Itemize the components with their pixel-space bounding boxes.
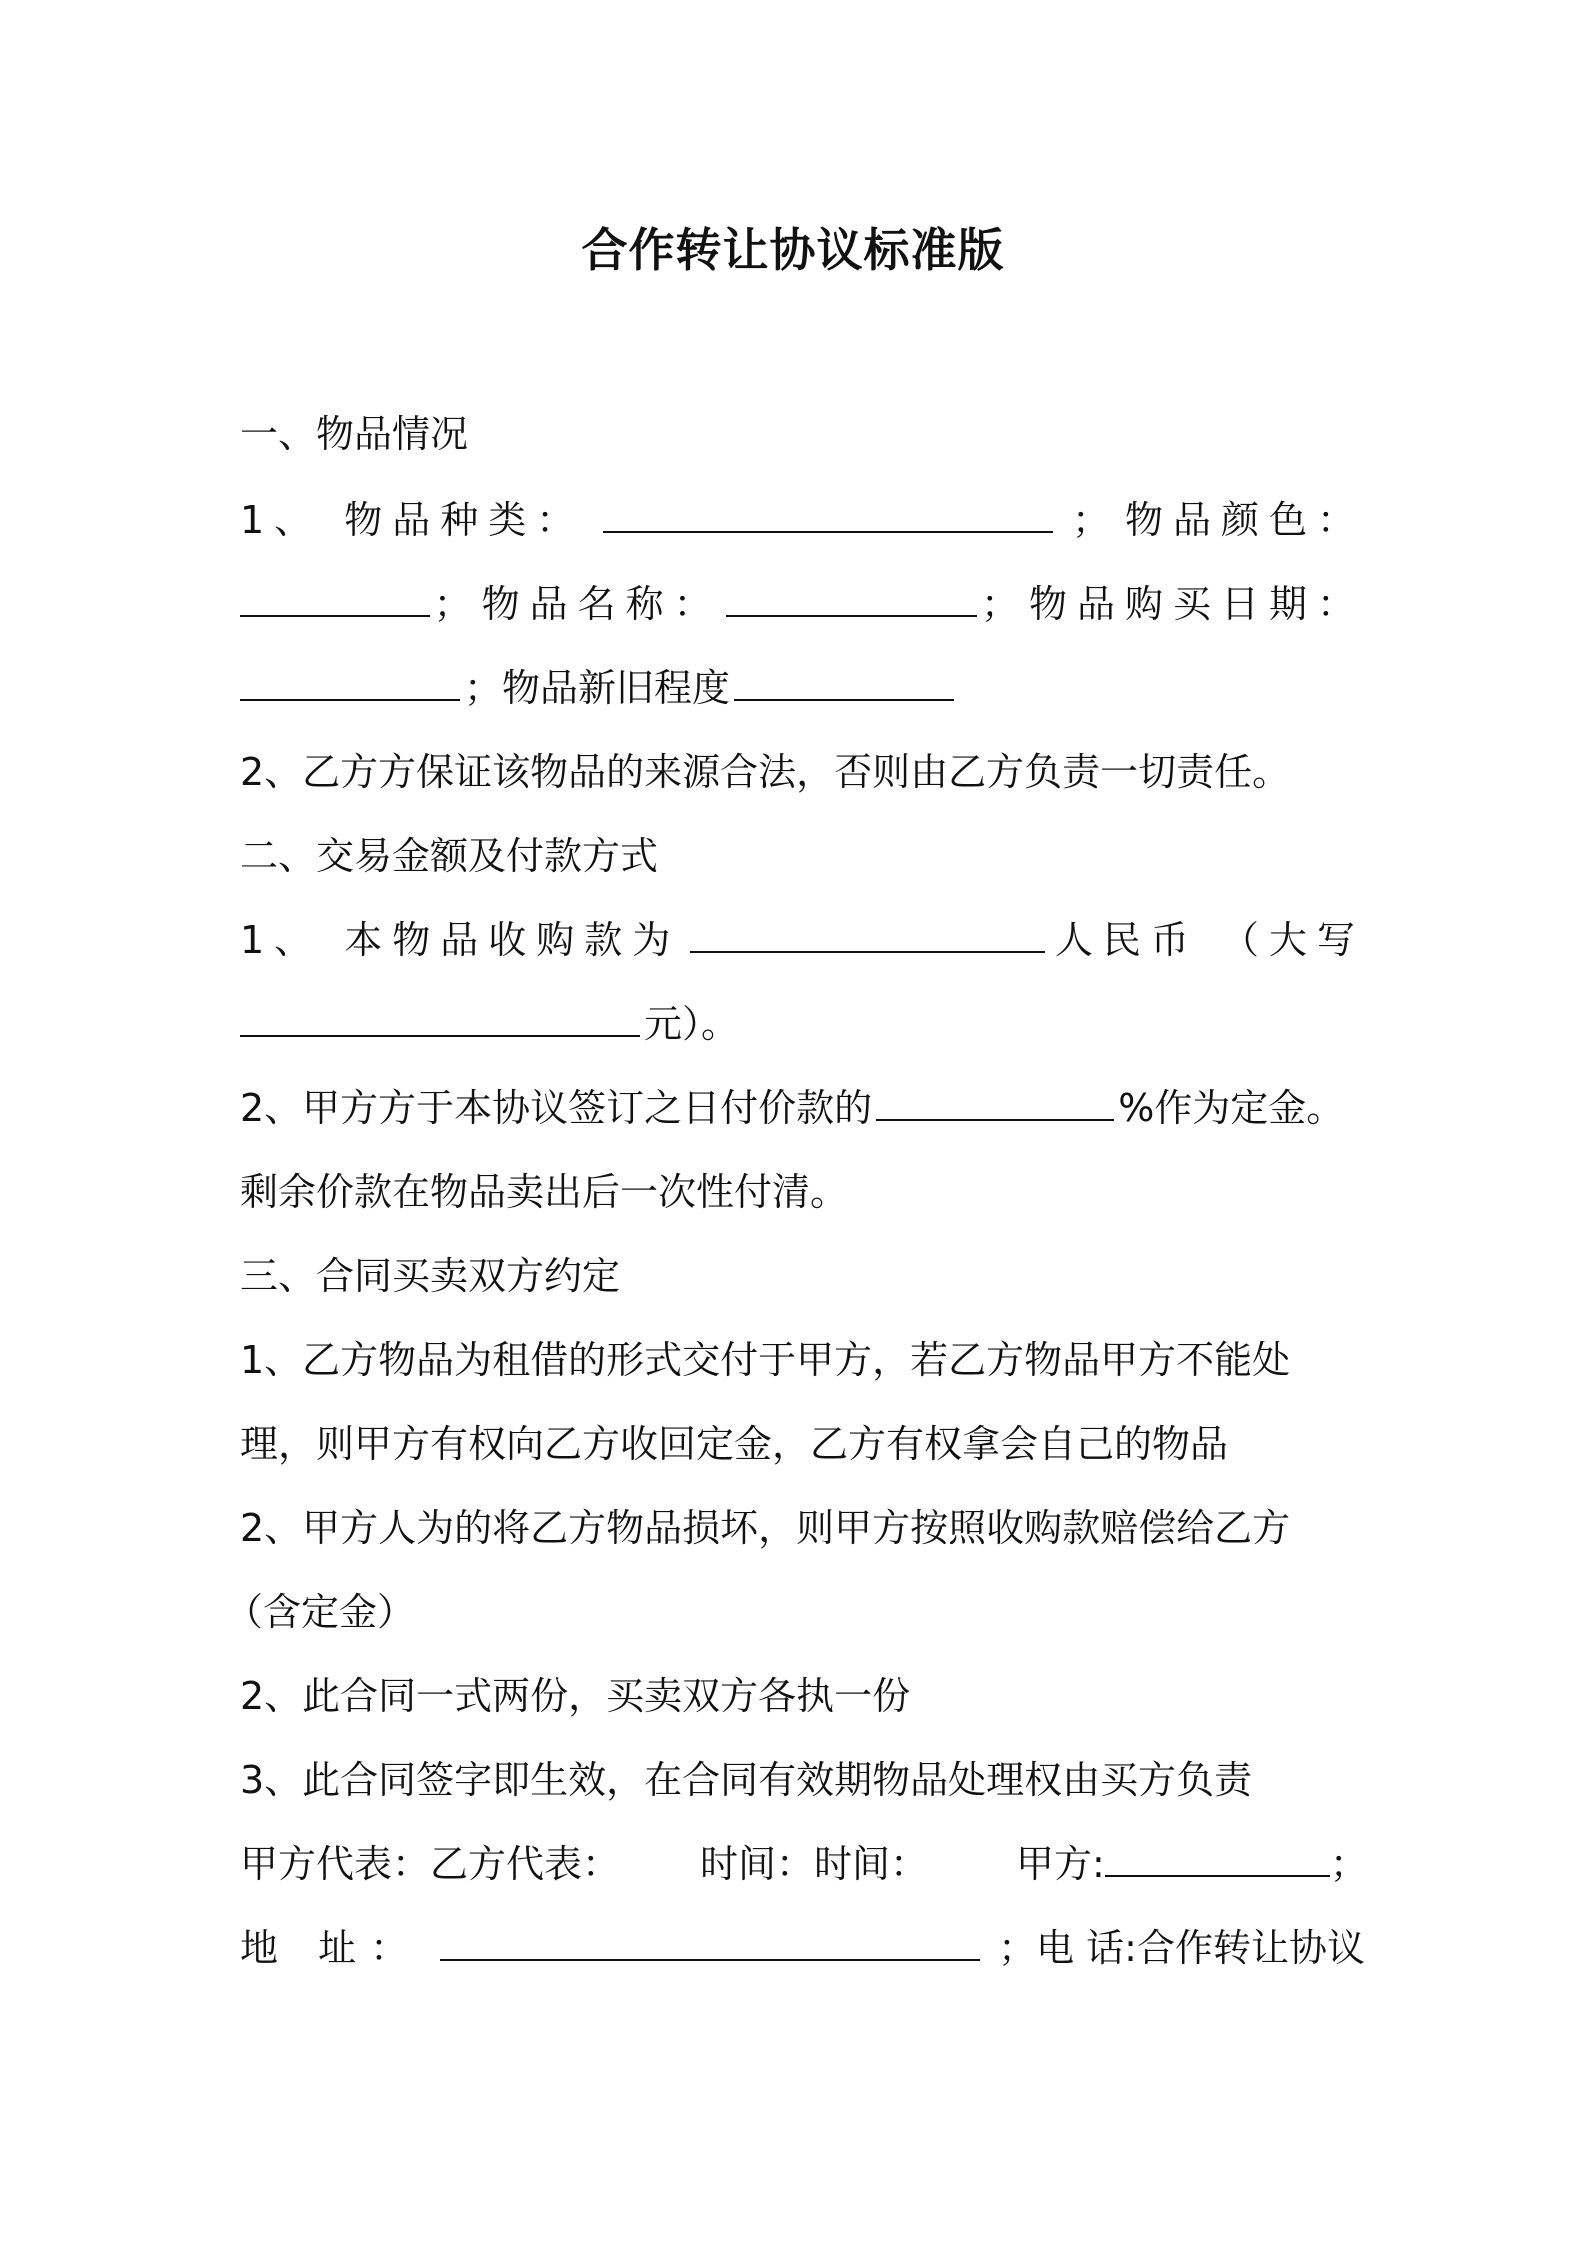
phone-label: ；电 话:合作转让协议 <box>998 1926 1365 1970</box>
item-color-label: 物品颜色： <box>1124 498 1365 542</box>
address-line <box>240 1922 1365 1974</box>
deposit-label: 2、甲方方于本协议签订之日付价款的 <box>240 1086 873 1130</box>
item-type-label: 1、 物品种类： <box>240 498 585 542</box>
uppercase-amount-line <box>240 998 1365 1050</box>
lease-clause-1: 1、乙方物品为租借的形式交付于甲方，若乙方物品甲方不能处 <box>240 1338 1291 1382</box>
price-blank[interactable] <box>690 917 1045 953</box>
price-line <box>240 914 1365 966</box>
condition-label: ；物品新旧程度 <box>464 666 731 710</box>
signature-line <box>240 1838 1368 1890</box>
separator: ； <box>1072 498 1111 542</box>
damage-clause-1: 2、甲方人为的将乙方物品损坏，则甲方按照收购款赔偿给乙方 <box>240 1506 1291 1550</box>
representatives-label: 甲方代表：乙方代表： <box>240 1842 621 1886</box>
effective-clause: 3、此合同签字即生效，在合同有效期物品处理权由买方负责 <box>240 1758 1253 1802</box>
item-name-blank[interactable] <box>726 581 977 617</box>
lease-clause-2: 理，则甲方有权向乙方收回定金，乙方有权拿会自己的物品 <box>240 1422 1229 1466</box>
uppercase-amount-blank[interactable] <box>240 1001 640 1037</box>
deposit-suffix: %作为定金。 <box>1118 1086 1345 1130</box>
item-type-blank[interactable] <box>603 497 1053 533</box>
copies-clause: 2、此合同一式两份，买卖双方各执一份 <box>240 1674 911 1718</box>
item-type-line <box>240 494 1365 546</box>
section-heading-payment: 二、交易金额及付款方式 <box>240 834 659 878</box>
item-color-blank[interactable] <box>240 581 430 617</box>
purchase-date-blank[interactable] <box>240 665 460 701</box>
yuan-label: 元）。 <box>644 1002 740 1046</box>
item-name-line <box>240 578 1365 630</box>
time-label: 时间：时间： <box>700 1842 929 1886</box>
section-heading-items: 一、物品情况 <box>240 412 469 456</box>
condition-blank[interactable] <box>734 665 954 701</box>
party-a-label: 甲方: <box>1016 1842 1105 1886</box>
damage-clause-2: （含定金） <box>225 1590 416 1634</box>
address-blank[interactable] <box>440 1925 980 1961</box>
document-title: 合作转让协议标准版 <box>581 223 1005 277</box>
condition-line <box>240 662 1365 714</box>
separator: ； <box>1329 1842 1368 1886</box>
price-label: 1、 本物品收购款为 <box>240 918 681 962</box>
rmb-uppercase-label: 人民币 （大写 <box>1054 918 1365 962</box>
legal-source-clause: 2、乙方方保证该物品的来源合法，否则由乙方负责一切责任。 <box>240 750 1291 794</box>
remaining-payment-clause: 剩余价款在物品卖出后一次性付清。 <box>240 1170 849 1214</box>
address-label: 地 址： <box>240 1926 423 1970</box>
deposit-percent-blank[interactable] <box>876 1085 1114 1121</box>
purchase-date-label: ；物品购买日期： <box>980 582 1365 626</box>
item-name-label: ；物品名称： <box>433 582 722 626</box>
section-heading-agreement: 三、合同买卖双方约定 <box>240 1254 621 1298</box>
party-a-blank[interactable] <box>1105 1841 1330 1877</box>
deposit-line <box>240 1082 1365 1134</box>
